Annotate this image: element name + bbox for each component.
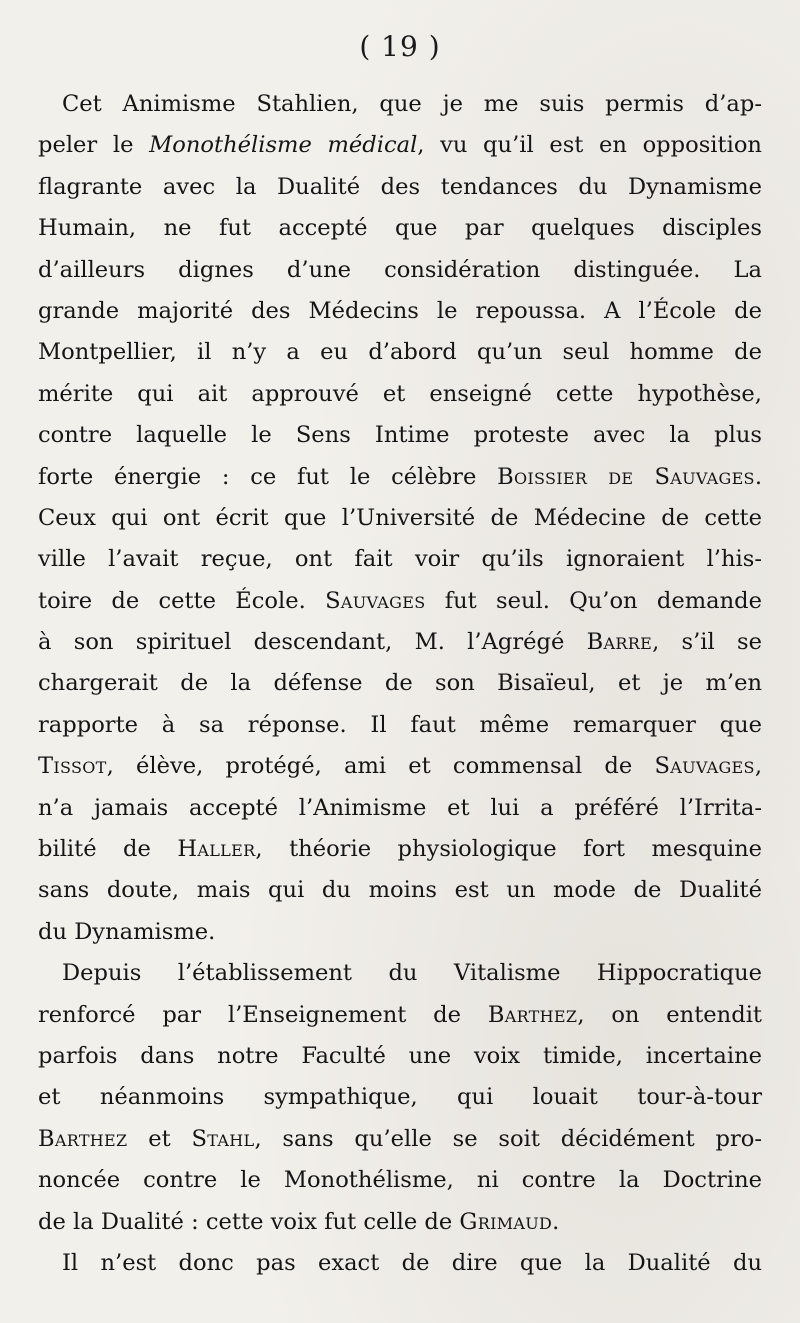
text-segment: , vu qu’il est en opposition <box>417 132 762 159</box>
text-segment: grande majorité des Médecins le repoussa. A l’École de <box>38 297 762 324</box>
text-segment: flagrante avec la Dualité des tendances du Dynamisme <box>38 173 762 200</box>
text-line <box>38 622 762 663</box>
text-segment: noncée contre le Monothélisme, ni contre la Doctrine <box>38 1167 762 1194</box>
proper-name: Sauvages <box>654 753 755 780</box>
text-line <box>38 788 762 829</box>
text-line <box>38 1243 762 1284</box>
text-segment: , s’il se <box>652 629 762 656</box>
text-segment: et <box>127 1125 192 1152</box>
text-line <box>38 250 762 291</box>
proper-name: Grimaud <box>459 1208 553 1235</box>
text-line <box>38 125 762 166</box>
text-line <box>38 746 762 787</box>
text-segment: . <box>754 463 762 490</box>
text-segment: Cet Animisme Stahlien, que je me suis permis d’ap- <box>62 91 762 117</box>
text-line <box>38 1119 762 1160</box>
text-segment: , élève, protégé, ami et commensal de <box>106 753 655 780</box>
text-line <box>38 829 762 870</box>
text-line <box>38 457 762 498</box>
proper-name: Barthez <box>487 1001 578 1028</box>
italic-term: Monothélisme médical <box>149 132 418 159</box>
text-segment: mérite qui ait approuvé et enseigné cette hypothèse, <box>38 380 762 407</box>
text-segment: rapporte à sa réponse. Il faut même remarquer que <box>38 711 762 738</box>
text-segment: , sans qu’elle se soit décidément pro- <box>254 1125 762 1152</box>
text-segment: , on entendit <box>577 1001 762 1028</box>
paragraph <box>38 84 762 953</box>
text-segment: renforcé par l’Enseignement de <box>38 1001 488 1028</box>
text-segment: , théorie physiologique fort mesquine <box>255 836 762 863</box>
proper-name: Barre <box>586 629 653 656</box>
text-line <box>38 1036 762 1077</box>
text-line <box>38 1160 762 1201</box>
text-segment: toire de cette École. <box>38 587 326 614</box>
text-line <box>38 870 762 911</box>
text-line <box>38 167 762 208</box>
text-line <box>38 581 762 622</box>
text-line <box>38 498 762 539</box>
text-line <box>38 912 762 953</box>
text-segment: chargerait de la défense de son Bisaïeul, et je m’en <box>38 670 762 697</box>
proper-name: Haller <box>177 836 256 863</box>
paragraph <box>38 953 762 1243</box>
text-line <box>38 208 762 249</box>
text-line <box>38 995 762 1036</box>
text-segment: sans doute, mais qui du moins est un mode de Dualité <box>38 877 762 904</box>
text-segment: forte énergie : ce fut le célèbre <box>38 463 498 490</box>
proper-name: Barthez <box>38 1125 128 1152</box>
text-segment: de la Dualité : cette voix fut celle de <box>38 1208 460 1235</box>
text-segment: Ceux qui ont écrit que l’Université de Médecine de cette <box>38 504 762 531</box>
text-segment: d’ailleurs dignes d’une considération distinguée. La <box>38 256 762 283</box>
text-segment: Humain, ne fut accepté que par quelques disciples <box>38 215 762 242</box>
body-text <box>38 84 762 1284</box>
text-segment: , <box>754 753 762 780</box>
text-segment: bilité de <box>38 836 178 863</box>
text-line <box>38 84 762 125</box>
text-line <box>38 374 762 415</box>
text-line <box>38 415 762 456</box>
text-line <box>38 539 762 580</box>
text-segment: . <box>552 1208 560 1235</box>
text-segment: Depuis l’établissement du Vitalisme Hippocratique <box>62 960 762 987</box>
paragraph <box>38 1243 762 1284</box>
proper-name: Sauvages <box>325 587 426 614</box>
text-segment: fut seul. Qu’on demande <box>425 587 762 614</box>
text-segment: Il n’est donc pas exact de dire que la Dualité du <box>62 1249 762 1276</box>
text-line <box>38 1077 762 1118</box>
text-segment: n’a jamais accepté l’Animisme et lui a préféré l’Irrita- <box>38 794 762 821</box>
text-segment: Montpellier, il n’y a eu d’abord qu’un seul homme de <box>38 339 762 366</box>
text-line <box>38 1202 762 1243</box>
text-segment: ville l’avait reçue, ont fait voir qu’ils ignoraient l’his- <box>38 546 762 573</box>
proper-name: Tissot <box>38 753 107 780</box>
text-line <box>38 291 762 332</box>
text-segment: peler le <box>38 132 150 159</box>
proper-name: Stahl <box>191 1125 255 1152</box>
page-number: ( 19 ) <box>359 30 441 63</box>
text-segment: et néanmoins sympathique, qui louait tour-à-tour <box>38 1084 762 1111</box>
text-segment: parfois dans notre Faculté une voix timide, incertaine <box>38 1042 762 1069</box>
text-segment: contre laquelle le Sens Intime proteste avec la plus <box>38 422 762 449</box>
text-segment: du Dynamisme. <box>38 918 216 945</box>
text-line <box>38 663 762 704</box>
text-line <box>38 953 762 994</box>
text-line <box>38 332 762 373</box>
text-line <box>38 705 762 746</box>
text-segment: à son spirituel descendant, M. l’Agrégé <box>38 629 587 656</box>
proper-name: Boissier de Sauvages <box>497 463 755 490</box>
